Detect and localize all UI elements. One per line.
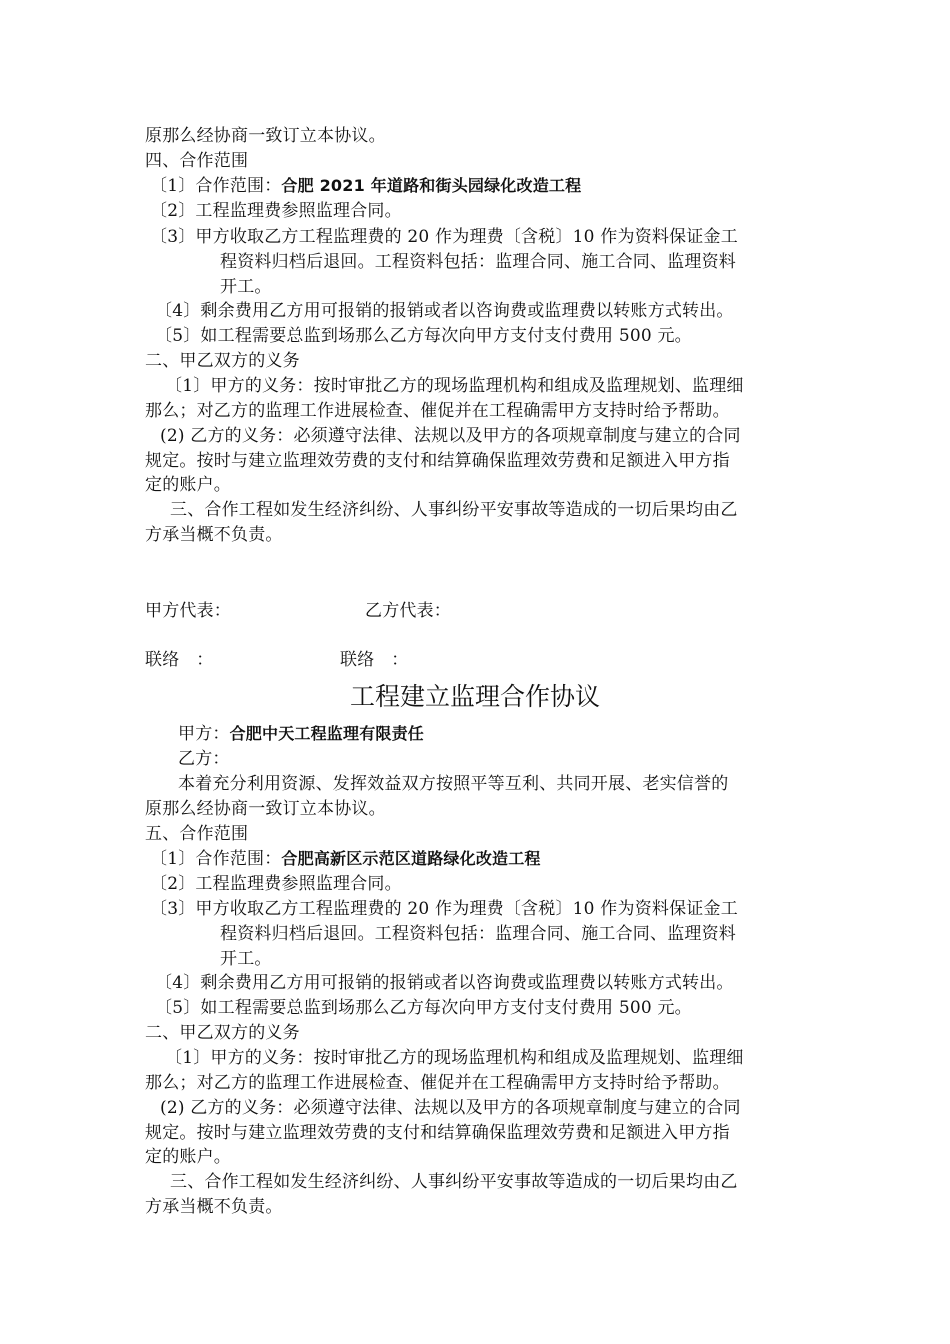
- list-item-cont: 程资料归档后退回。工程资料包括：监理合同、施工合同、监理资料: [220, 924, 736, 944]
- section-heading: 四、合作范围: [145, 151, 249, 171]
- list-item: 〔4〕剩余费用乙方用可报销的报销或者以咨询费或监理费以转账方式转出。: [155, 301, 734, 321]
- paragraph-line: 三、合作工程如发生经济纠纷、人事纠纷平安事故等造成的一切后果均由乙: [170, 500, 738, 520]
- paragraph-line: 本着充分利用资源、发挥效益双方按照平等互利、共同开展、老实信誉的: [178, 774, 729, 794]
- scope-project: 合肥高新区示范区道路绿化改造工程: [281, 849, 541, 868]
- list-item: 〔3〕甲方收取乙方工程监理费的 20 作为理费〔含税〕10 作为资料保证金工: [150, 227, 738, 247]
- paragraph-line: 〔1〕甲方的义务：按时审批乙方的现场监理机构和组成及监理规划、监理细: [165, 1048, 744, 1068]
- paragraph-line: 原那么经协商一致订立本协议。: [145, 799, 386, 819]
- list-item-cont: 开工。: [220, 949, 272, 969]
- party-b-label: 乙方：: [178, 749, 230, 769]
- contact-a-label: 联络 ：: [145, 650, 214, 670]
- list-item: 〔4〕剩余费用乙方用可报销的报销或者以咨询费或监理费以转账方式转出。: [155, 973, 734, 993]
- paragraph-line: 规定。按时与建立监理效劳费的支付和结算确保监理效劳费和足额进入甲方指: [145, 1123, 730, 1143]
- paragraph-line: 三、合作工程如发生经济纠纷、人事纠纷平安事故等造成的一切后果均由乙: [170, 1172, 738, 1192]
- list-item: 〔5〕如工程需要总监到场那么乙方每次向甲方支付支付费用 500 元。: [155, 998, 692, 1018]
- party-a-line: [178, 722, 843, 746]
- document-title: 工程建立监理合作协议: [349, 682, 600, 711]
- scope-line: [150, 847, 815, 871]
- list-item: 〔5〕如工程需要总监到场那么乙方每次向甲方支付支付费用 500 元。: [155, 326, 692, 346]
- paragraph-line: 定的账户。: [145, 475, 231, 495]
- contact-b-label: 联络 ：: [340, 650, 409, 670]
- list-item: 〔2〕工程监理费参照监理合同。: [150, 201, 402, 221]
- paragraph-line: (2) 乙方的义务：必须遵守法律、法规以及甲方的各项规章制度与建立的合同: [160, 426, 741, 446]
- party-a-name: 合肥中天工程监理有限责任: [229, 724, 425, 743]
- paragraph-line: 原那么经协商一致订立本协议。: [145, 126, 386, 146]
- list-item-cont: 开工。: [220, 277, 272, 297]
- section-heading: 二、甲乙双方的义务: [145, 1023, 300, 1043]
- list-item: 〔2〕工程监理费参照监理合同。: [150, 874, 402, 894]
- paragraph-line: 定的账户。: [145, 1147, 231, 1167]
- scope-line: [150, 174, 815, 198]
- party-a-label: 甲方：: [178, 724, 230, 744]
- paragraph-line: 那么；对乙方的监理工作进展检查、催促并在工程确需甲方支持时给予帮助。: [145, 401, 730, 421]
- paragraph-line: 方承当概不负责。: [145, 1197, 283, 1217]
- scope-project: 合肥 2021 年道路和街头园绿化改造工程: [281, 176, 582, 195]
- paragraph-line: 规定。按时与建立监理效劳费的支付和结算确保监理效劳费和足额进入甲方指: [145, 451, 730, 471]
- scope-label: 〔1〕合作范围：: [150, 176, 282, 196]
- party-b-rep-label: 乙方代表：: [365, 601, 451, 621]
- party-a-rep-label: 甲方代表：: [145, 601, 231, 621]
- section-heading: 五、合作范围: [145, 824, 249, 844]
- list-item-cont: 程资料归档后退回。工程资料包括：监理合同、施工合同、监理资料: [220, 252, 736, 272]
- paragraph-line: (2) 乙方的义务：必须遵守法律、法规以及甲方的各项规章制度与建立的合同: [160, 1098, 741, 1118]
- scope-label: 〔1〕合作范围：: [150, 849, 282, 869]
- list-item: 〔3〕甲方收取乙方工程监理费的 20 作为理费〔含税〕10 作为资料保证金工: [150, 899, 738, 919]
- paragraph-line: 〔1〕甲方的义务：按时审批乙方的现场监理机构和组成及监理规划、监理细: [165, 376, 744, 396]
- section-heading: 二、甲乙双方的义务: [145, 351, 300, 371]
- paragraph-line: 方承当概不负责。: [145, 525, 283, 545]
- paragraph-line: 那么；对乙方的监理工作进展检查、催促并在工程确需甲方支持时给予帮助。: [145, 1073, 730, 1093]
